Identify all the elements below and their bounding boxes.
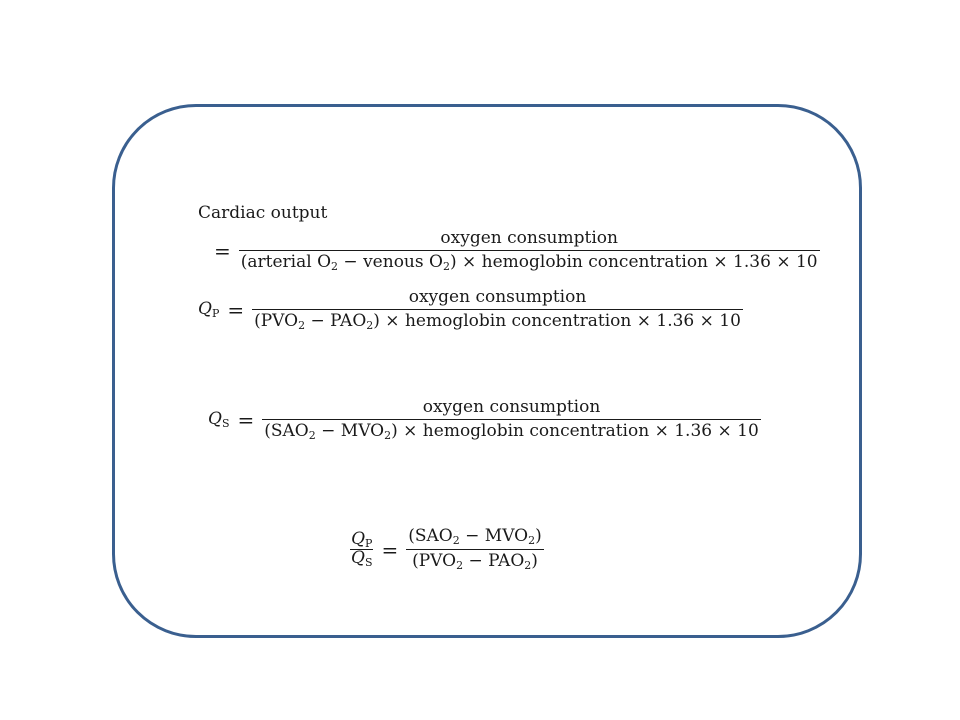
equals-sign: = [381,537,399,562]
equals-sign: = [237,408,255,432]
numerator: oxygen consumption [408,287,587,307]
rhs-fraction [406,528,544,571]
equation-cardiac-output [214,230,820,272]
numerator: oxygen consumption [422,397,601,417]
qs-symbol: $Q_S$ [208,409,230,430]
equation-qp [198,289,743,331]
lhs-denominator: $Q_S$ [351,548,373,569]
fraction [239,230,820,272]
lhs-fraction [350,531,373,568]
qp-symbol: $Q_P$ [198,299,220,320]
denominator: (arterial $O_2$ − venous $O_2$) × hemoglobin concentration × 1.36 × 10 [240,252,818,273]
equation-qs [208,399,761,441]
fraction [262,399,761,441]
fraction [252,289,743,331]
equals-sign: = [227,298,245,322]
denominator: $(SAO_2 - MVO_2)$ × hemoglobin concentration × 1.36 × 10 [264,421,759,442]
rhs-denominator: $(PVO_2 - PAO_2)$ [406,549,544,571]
equals-sign: = [214,239,231,263]
equation-ratio [350,528,544,571]
title-cardiac-output: Cardiac output [198,203,328,223]
lhs-numerator: $Q_P$ [351,529,373,550]
numerator: oxygen consumption [440,228,618,248]
rhs-numerator: $(SAO_2 - MVO_2)$ [408,526,542,547]
denominator: $(PVO_2 - PAO_2)$ × hemoglobin concentration × 1.36 × 10 [254,311,741,332]
